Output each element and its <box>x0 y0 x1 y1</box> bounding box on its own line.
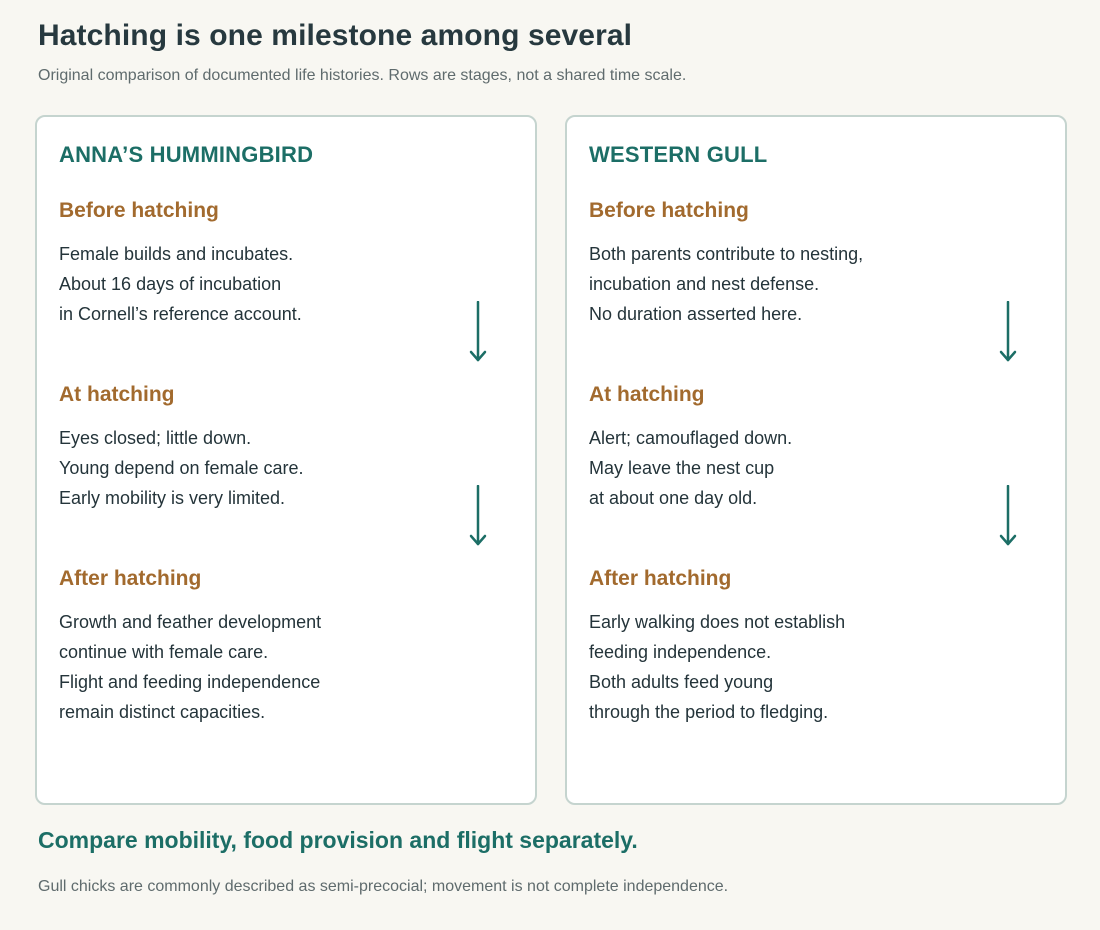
arrow-down-icon <box>998 301 1018 363</box>
stage-before-hatching <box>589 199 1029 329</box>
stage-text-line: About 16 days of incubation <box>59 274 282 294</box>
stage-text-line: Early walking does not establish <box>589 612 846 632</box>
stage-text-line: Both adults feed young <box>589 672 774 692</box>
stage-heading: After hatching <box>59 567 202 590</box>
arrow-down-icon <box>468 485 488 547</box>
arrow-down-icon <box>468 301 488 363</box>
stage-at-hatching <box>59 383 499 513</box>
stage-text-line: in Cornell’s reference account. <box>59 304 302 324</box>
stage-text-line: remain distinct capacities. <box>59 702 266 722</box>
stage-text-line: No duration asserted here. <box>589 304 803 324</box>
arrow-down-icon <box>998 485 1018 547</box>
stage-text-line: at about one day old. <box>589 488 758 508</box>
stage-text-line: through the period to fledging. <box>589 702 829 722</box>
stage-text-line: Growth and feather development <box>59 612 322 632</box>
stage-text-line: Female builds and incubates. <box>59 244 294 264</box>
page-subtitle: Original comparison of documented life histories. Rows are stages, not a shared time scale. <box>38 67 687 84</box>
stage-text-line: incubation and nest defense. <box>589 274 820 294</box>
stage-after-hatching <box>589 567 1029 727</box>
footer-note: Gull chicks are commonly described as semi-precocial; movement is not complete independence. <box>38 878 729 895</box>
stage-text-line: Early mobility is very limited. <box>59 488 286 508</box>
stage-heading: At hatching <box>59 383 175 406</box>
stage-before-hatching <box>59 199 499 329</box>
stage-text-line: Eyes closed; little down. <box>59 428 252 448</box>
footer-title: Compare mobility, food provision and flight separately. <box>38 827 638 853</box>
stage-after-hatching <box>59 567 499 727</box>
stage-text-line: Flight and feeding independence <box>59 672 321 692</box>
page-title: Hatching is one milestone among several <box>38 19 633 52</box>
stage-text-line: continue with female care. <box>59 642 269 662</box>
stage-text-line: May leave the nest cup <box>589 458 775 478</box>
stage-heading: Before hatching <box>589 199 749 222</box>
stage-text-line: feeding independence. <box>589 642 772 662</box>
species-card-annas-hummingbird <box>35 115 537 805</box>
stage-text-line: Both parents contribute to nesting, <box>589 244 864 264</box>
stage-heading: Before hatching <box>59 199 219 222</box>
stage-at-hatching <box>589 383 1029 513</box>
stage-text-line: Alert; camouflaged down. <box>589 428 793 448</box>
species-title: ANNA’S HUMMINGBIRD <box>59 142 314 167</box>
stage-heading: At hatching <box>589 383 705 406</box>
species-title: WESTERN GULL <box>589 142 768 167</box>
species-card-western-gull <box>565 115 1067 805</box>
stage-heading: After hatching <box>589 567 732 590</box>
stage-text-line: Young depend on female care. <box>59 458 304 478</box>
